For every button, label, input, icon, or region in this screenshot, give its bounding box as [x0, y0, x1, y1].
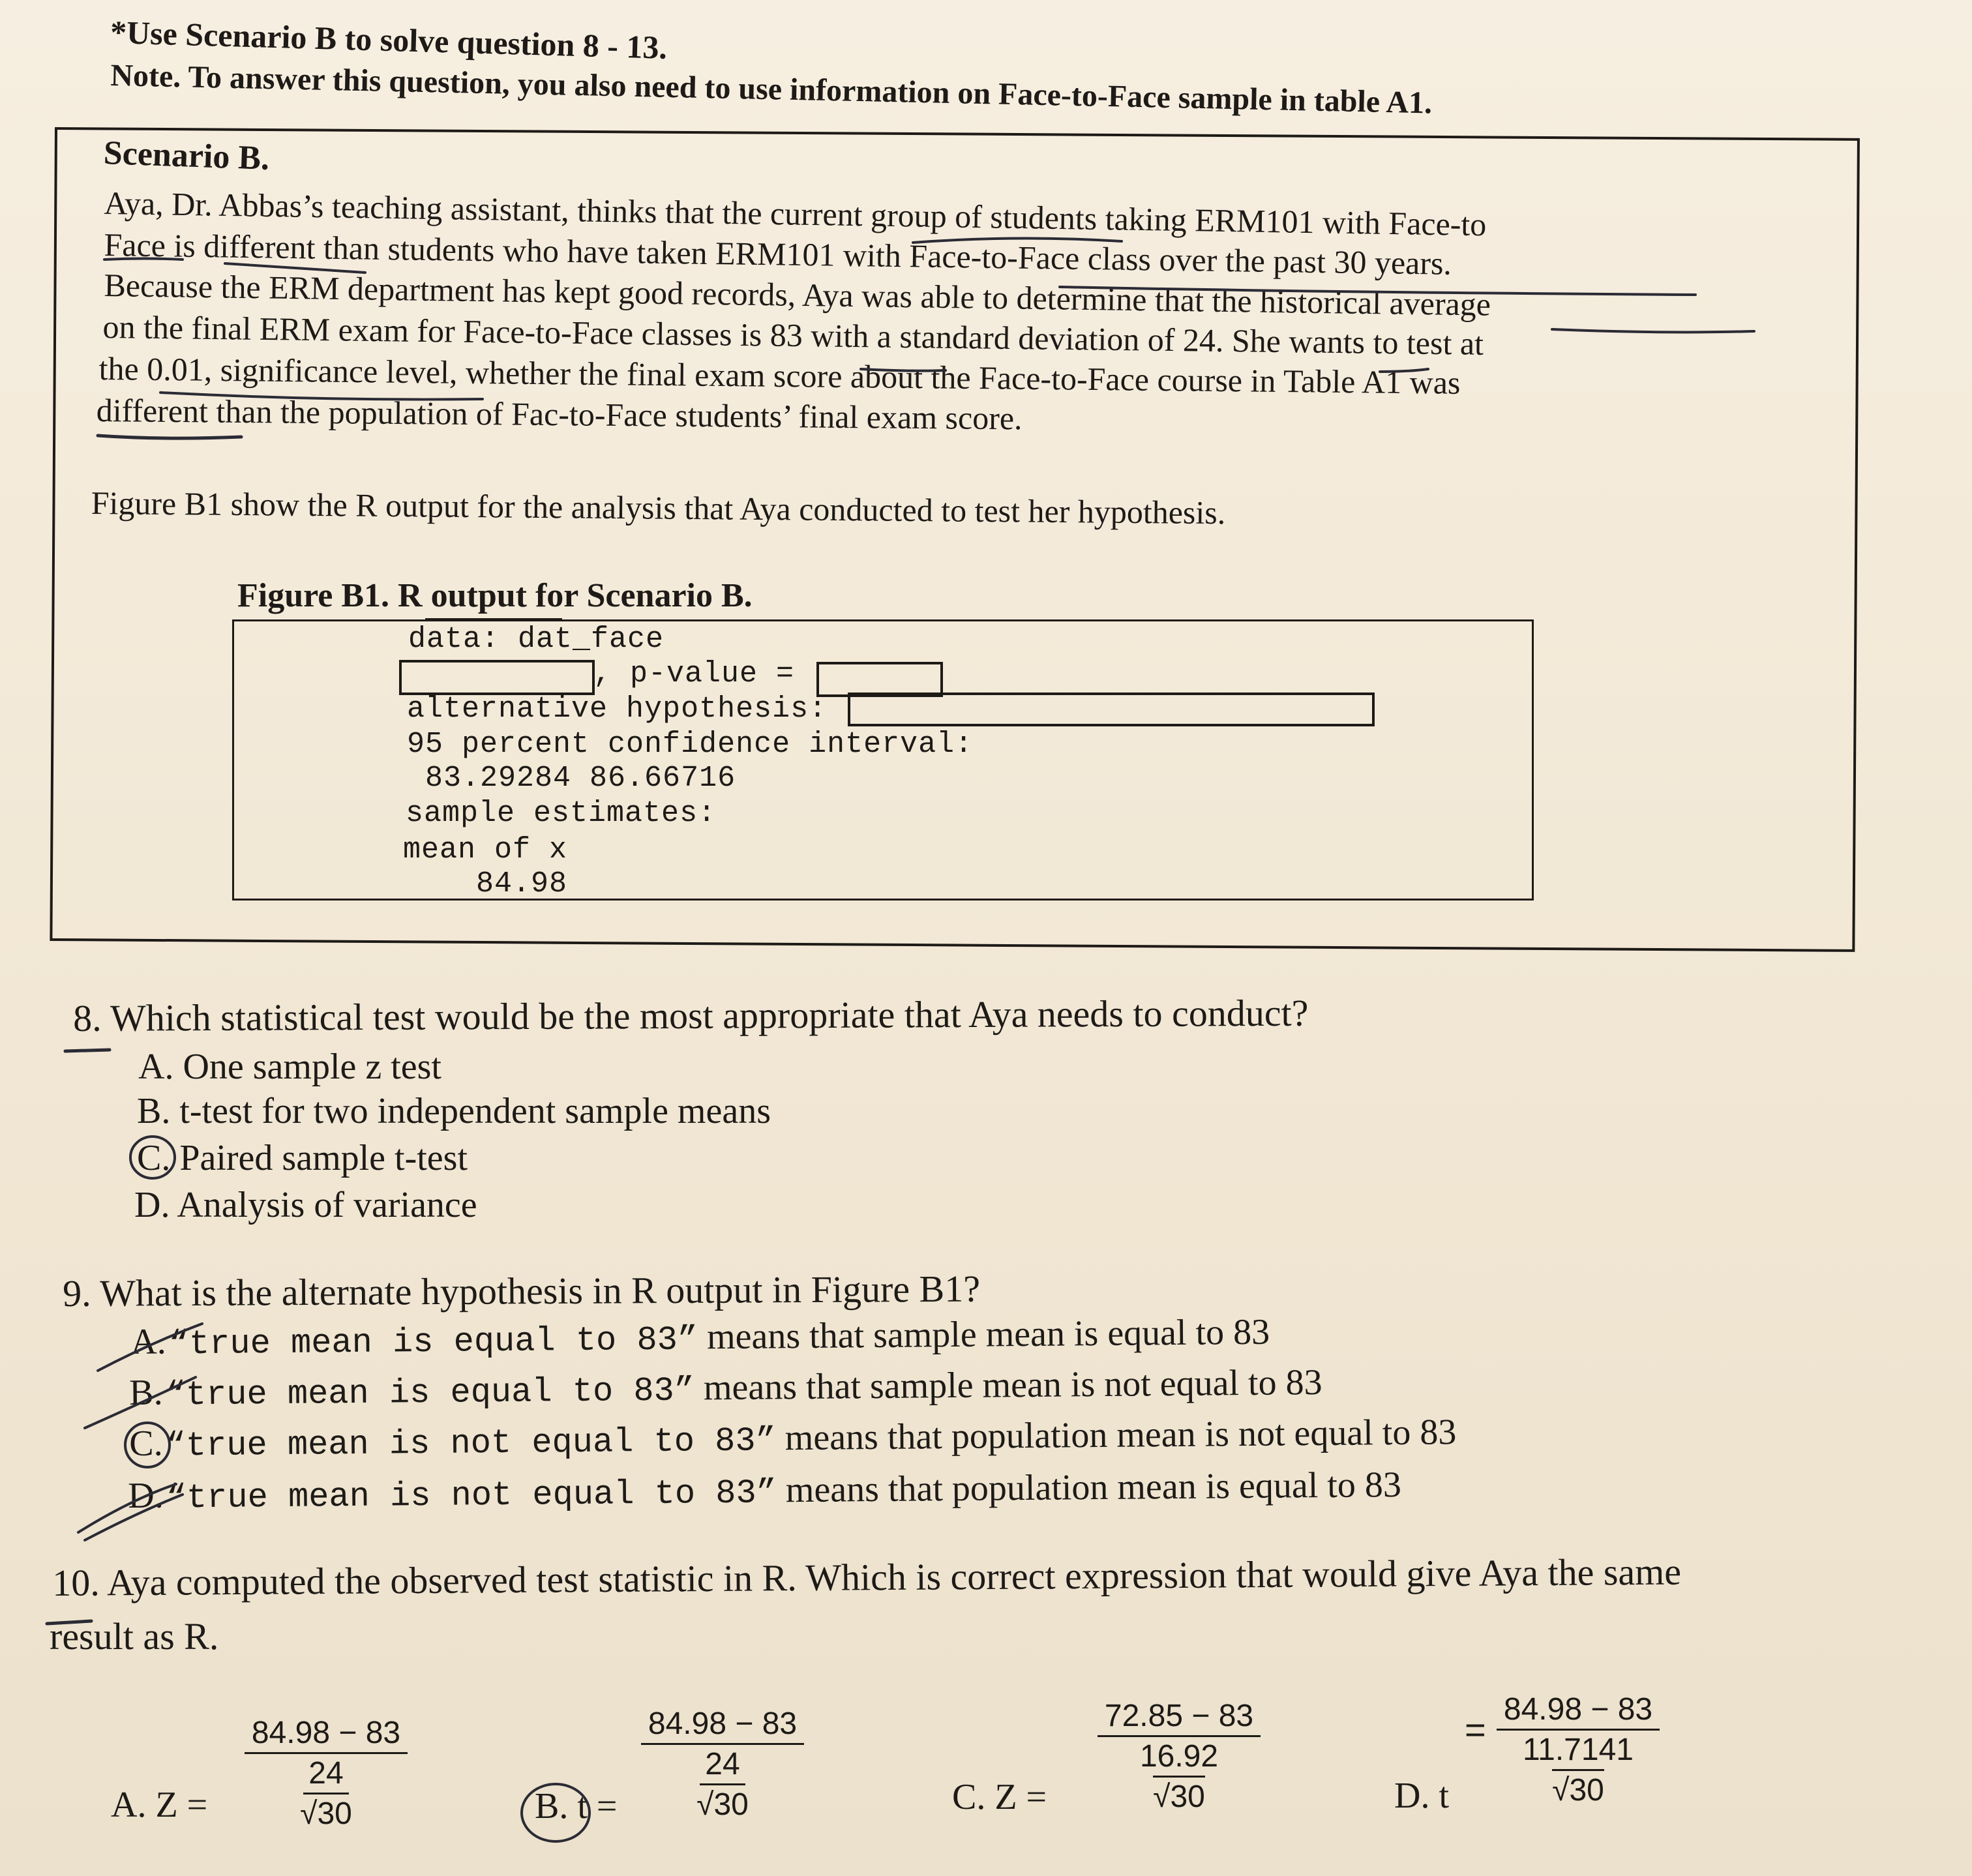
underline-past-30-years: [1060, 287, 1696, 295]
scenario-line-6: different than the population of Fac-to-Face students’ final exam score.: [96, 391, 1023, 437]
q10-option-d-prefix[interactable]: D. t: [1394, 1776, 1449, 1816]
q10-option-b-prefix[interactable]: B. t =: [535, 1786, 618, 1826]
figure-caption: Figure B1. R output for Scenario B.: [237, 577, 753, 614]
dash-q10: [47, 1621, 91, 1624]
underline-face: [104, 259, 183, 260]
strike-q9-d-1: [78, 1484, 176, 1532]
q10-option-c-numerator: 72.85 − 83: [1104, 1699, 1254, 1733]
q9-option-d-text: means that population mean is equal to 83: [776, 1464, 1402, 1511]
figure-reference-sentence: Figure B1 show the R output for the analysis that Aya conducted to test her hypothesis.: [91, 484, 1226, 531]
r-estimates-label: sample estimates:: [406, 797, 717, 830]
q8-option-b[interactable]: B. t-test for two independent sample means: [137, 1091, 771, 1131]
q10-option-a-numerator: 84.98 − 83: [251, 1716, 401, 1750]
r-ci-label: 95 percent confidence interval:: [407, 728, 974, 761]
q9-option-a-code: “true mean is equal to 83”: [168, 1320, 698, 1364]
q10-option-b-sd: 24: [705, 1747, 740, 1781]
q9-option-c-text: means that population mean is not equal to 83: [775, 1412, 1457, 1459]
q8-option-c[interactable]: C. Paired sample t-test: [137, 1138, 468, 1178]
underline-different-2: [98, 436, 241, 438]
q10-option-d-numerator: 84.98 − 83: [1503, 1692, 1653, 1727]
header-note: Note. To answer this question, you also need to use information on Face-to-Face sample in table A1.: [110, 57, 1433, 121]
r-mean-label: mean of x: [403, 833, 568, 867]
q10-option-c-prefix[interactable]: C. Z =: [952, 1777, 1047, 1817]
underline-83: [861, 369, 946, 371]
dash-q8: [65, 1050, 110, 1051]
q10-option-d-root: √30: [1552, 1773, 1604, 1808]
circle-q9-c: [125, 1423, 170, 1467]
scenario-line-2: Face is different than students who have taken ERM101 with Face-to-Face class over the past 30 years.: [104, 226, 1452, 282]
scenario-line-4: on the final ERM exam for Face-to-Face classes is 83 with a standard deviation of 24. She wants to test at: [102, 308, 1484, 362]
r-ci-values: 83.29284 86.66716: [407, 762, 736, 795]
strike-q9-a: [98, 1321, 202, 1371]
q9-option-b-text: means that sample mean is not equal to 83: [694, 1362, 1322, 1408]
circle-q8-c: [130, 1137, 175, 1178]
q8-stem: 8. Which statistical test would be the most appropriate that Aya needs to conduct?: [73, 991, 1309, 1039]
q9-option-a-letter: A.: [130, 1321, 167, 1362]
q10-option-c-sd: 16.92: [1139, 1739, 1219, 1774]
r-alternative-label: alternative hypothesis:: [407, 692, 828, 726]
scenario-line-3: Because the ERM department has kept good records, Aya was able to determine that the historical average: [104, 266, 1491, 323]
header-instruction: *Use Scenario B to solve question 8 - 13.: [110, 13, 668, 66]
r-mean-value: 84.98: [403, 867, 568, 901]
scenario-title: Scenario B.: [102, 134, 271, 177]
r-data-line: data: dat_face: [408, 623, 665, 656]
q9-option-c-code: “true mean is not equal to 83”: [165, 1422, 777, 1466]
q8-option-a[interactable]: A. One sample z test: [138, 1047, 441, 1087]
underline-24: [1380, 369, 1428, 372]
q8-option-d[interactable]: D. Analysis of variance: [134, 1185, 477, 1225]
q10-option-a-prefix[interactable]: A. Z =: [111, 1785, 208, 1825]
q10-option-a-sd: 24: [308, 1756, 344, 1791]
q10-option-c-root: √30: [1153, 1779, 1205, 1814]
q9-stem: 9. What is the alternate hypothesis in R output in Figure B1?: [63, 1267, 981, 1315]
q10-option-d-equals: =: [1465, 1709, 1486, 1750]
q10-option-b-root: √30: [696, 1787, 749, 1822]
q10-stem-line2: result as R.: [50, 1615, 219, 1658]
q10-option-b-numerator: 84.98 − 83: [648, 1706, 798, 1741]
underline-significance: [160, 393, 483, 400]
q9-option-d-code: “true mean is not equal to 83”: [166, 1474, 777, 1518]
underline-current-group: [913, 238, 1122, 243]
q10-option-a-root: √30: [300, 1796, 352, 1831]
q9-option-d-letter: D.: [128, 1475, 164, 1516]
r-pvalue-label: , p-value =: [593, 657, 795, 691]
q10-stem-line1: 10. Aya computed the observed test statistic in R. Which is correct expression that would give Aya the same: [52, 1550, 1682, 1604]
scenario-line-5: the 0.01, significance level, whether the final exam score about the Face-to-Face course in Table A1 was: [98, 350, 1461, 401]
q9-option-b-letter: B.: [129, 1372, 163, 1413]
circle-q10-b: [522, 1784, 590, 1841]
q9-option-c-letter: C.: [129, 1423, 163, 1464]
strike-q9-b: [85, 1377, 196, 1428]
q9-option-b-code: “true mean is equal to 83”: [165, 1371, 695, 1415]
scenario-line-1: Aya, Dr. Abbas’s teaching assistant, thinks that the current group of students taking ERM101 with Face-to: [104, 184, 1487, 243]
q10-option-d-sd: 11.7141: [1523, 1733, 1634, 1767]
underline-historical-average: [1552, 329, 1754, 332]
underline-different: [225, 263, 365, 273]
q9-option-a-text: means that sample mean is equal to 83: [697, 1311, 1270, 1358]
